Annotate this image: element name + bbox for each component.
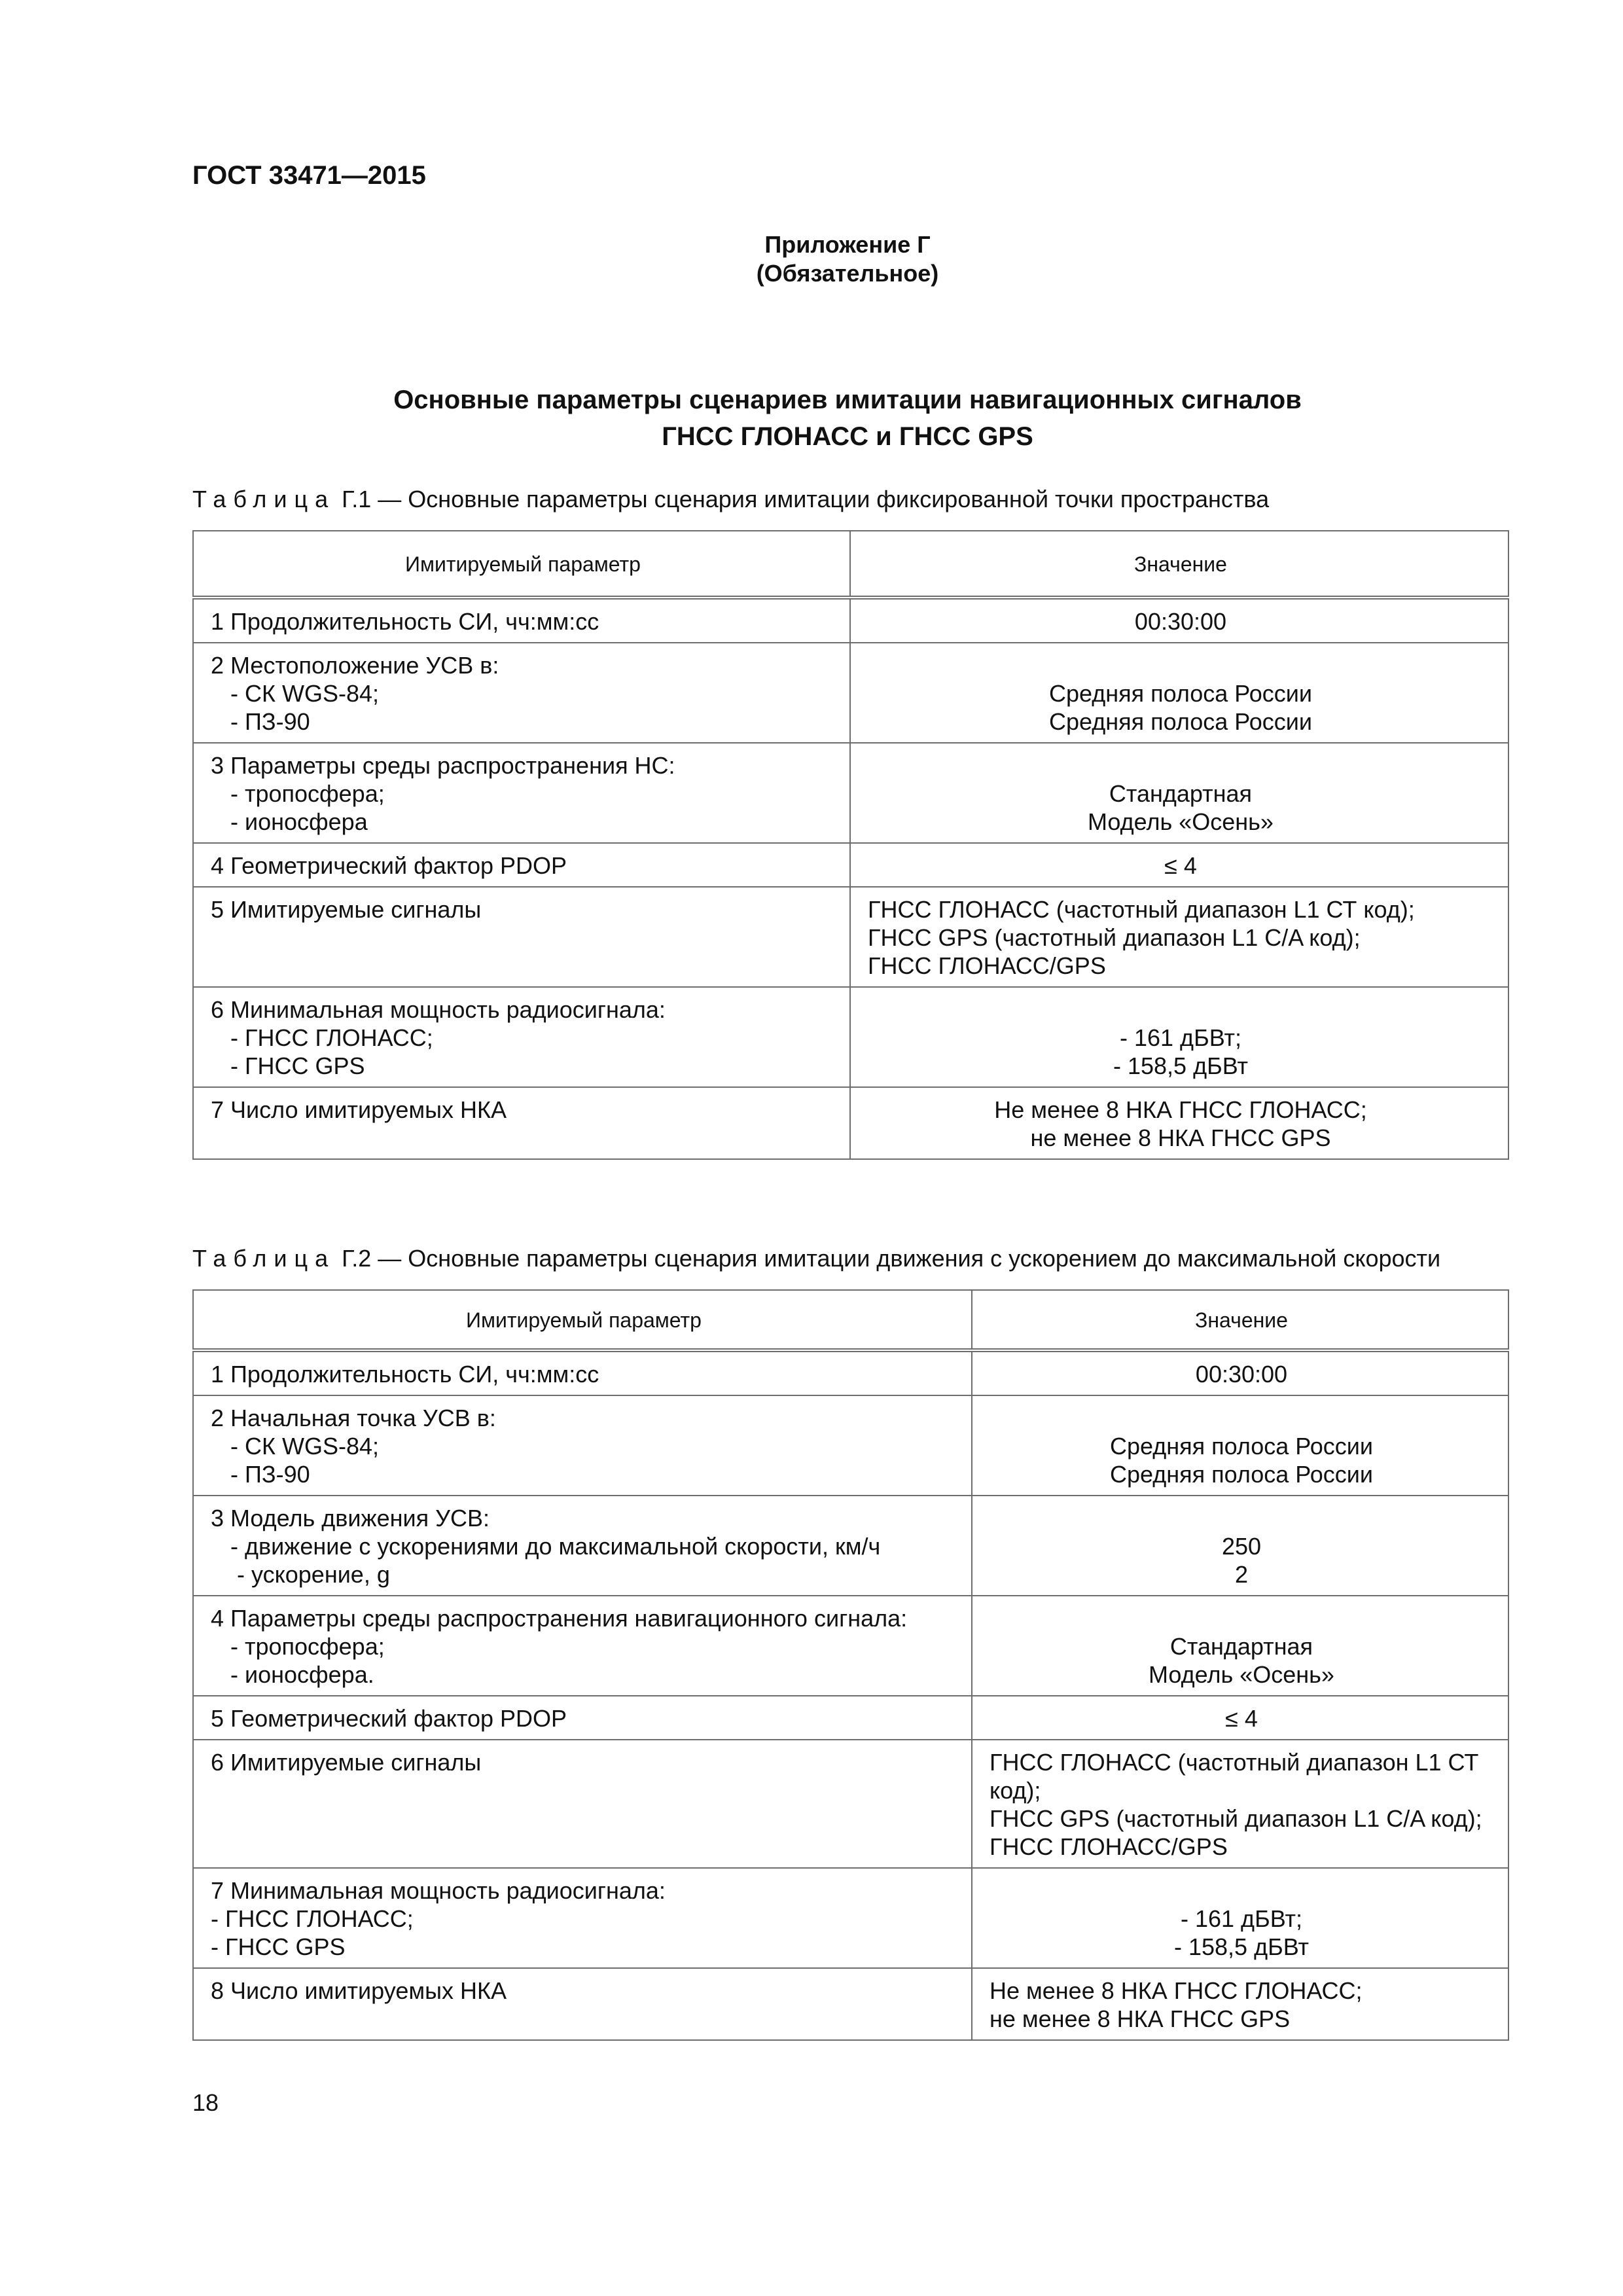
value-line (990, 1604, 1493, 1632)
param-cell (193, 1087, 850, 1159)
value-line: Модель «Осень» (1149, 1661, 1334, 1688)
value-line (990, 1404, 1493, 1432)
value-cell (972, 1596, 1508, 1696)
value-cell (850, 643, 1508, 743)
value-cell (850, 843, 1508, 887)
param-cell (193, 887, 850, 987)
value-line (868, 651, 1493, 679)
value-cell (850, 743, 1508, 843)
document-code: ГОСТ 33471—2015 (192, 161, 426, 190)
value-line: Средняя полоса России (1049, 680, 1312, 707)
value-line: ГНСС ГЛОНАСС/GPS (868, 952, 1106, 979)
table-row (193, 1740, 1508, 1868)
param-line: - ГНСС GPS (211, 1933, 346, 1960)
appendix-status: (Обязательное) (756, 260, 939, 287)
table-1-header-param: Имитируемый параметр (193, 531, 850, 598)
param-line: - ГНСС ГЛОНАСС; (211, 1905, 414, 1932)
table-row (193, 987, 1508, 1087)
param-line: 7 Минимальная мощность радиосигнала: (211, 1877, 666, 1904)
param-cell (193, 1868, 972, 1968)
value-line: ГНСС ГЛОНАСС/GPS (990, 1833, 1228, 1860)
value-cell (850, 887, 1508, 987)
param-cell (193, 1496, 972, 1596)
value-line: Стандартная (1109, 780, 1253, 807)
value-line: ГНСС ГЛОНАСС (частотный диапазон L1 СТ код); (868, 896, 1415, 923)
appendix-heading (0, 230, 1623, 288)
value-cell (972, 1696, 1508, 1740)
value-line: Стандартная (1169, 1633, 1313, 1660)
value-line: Модель «Осень» (1088, 808, 1274, 835)
table-row (193, 1968, 1508, 2040)
table-1-caption-prefix: Таблица (192, 486, 336, 512)
param-line: - ионосфера. (211, 1661, 374, 1688)
value-cell (972, 1740, 1508, 1868)
param-line: 6 Имитируемые сигналы (211, 1749, 482, 1776)
table-1-caption-text: Г.1 — Основные параметры сценария имитации фиксированной точки пространства (342, 486, 1270, 512)
param-line: 1 Продолжительность СИ, чч:мм:сс (211, 1361, 599, 1388)
value-line (868, 751, 1493, 780)
value-line: Средняя полоса России (1110, 1461, 1373, 1488)
table-row (193, 643, 1508, 743)
param-cell (193, 598, 850, 643)
value-cell (850, 987, 1508, 1087)
appendix-title: Приложение Г (764, 231, 931, 258)
value-line: 00:30:00 (1134, 608, 1227, 635)
value-line (868, 996, 1493, 1024)
param-line: 6 Минимальная мощность радиосигнала: (211, 996, 666, 1023)
table-1-body (193, 598, 1508, 1159)
value-line: Средняя полоса России (1110, 1433, 1373, 1460)
param-line: - ГНСС ГЛОНАСС; (211, 1024, 433, 1051)
param-cell (193, 1740, 972, 1868)
param-line: 2 Начальная точка УСВ в: (211, 1405, 496, 1431)
table-2-caption (192, 1245, 1440, 1272)
value-line: 2 (1234, 1561, 1249, 1588)
param-line: 7 Число имитируемых НКА (211, 1096, 507, 1123)
param-cell (193, 743, 850, 843)
param-line: - ГНСС GPS (211, 1052, 365, 1079)
section-title (0, 382, 1623, 455)
value-cell (850, 598, 1508, 643)
value-line: ≤ 4 (1225, 1705, 1258, 1732)
value-line: ГНСС GPS (частотный диапазон L1 C/A код); (868, 924, 1361, 951)
value-line: код); (990, 1777, 1041, 1804)
value-line: - 161 дБВт; (1120, 1024, 1241, 1051)
table-row (193, 1395, 1508, 1496)
param-line: 3 Параметры среды распространения НС: (211, 752, 675, 779)
table-row (193, 1696, 1508, 1740)
param-cell (193, 1596, 972, 1696)
value-line: ГНСС GPS (частотный диапазон L1 C/A код); (990, 1805, 1482, 1832)
param-line: 4 Параметры среды распространения навигационного сигнала: (211, 1605, 908, 1632)
table-row (193, 1496, 1508, 1596)
table-2-header-value: Значение (972, 1290, 1508, 1350)
param-line: 3 Модель движения УСВ: (211, 1505, 490, 1532)
param-line: - ПЗ-90 (211, 708, 310, 735)
param-cell (193, 987, 850, 1087)
value-cell (972, 1968, 1508, 2040)
param-line: - ПЗ-90 (211, 1461, 310, 1488)
value-line: - 158,5 дБВт (1113, 1052, 1248, 1079)
value-line: - 158,5 дБВт (1173, 1933, 1309, 1960)
param-line: 1 Продолжительность СИ, чч:мм:сс (211, 608, 599, 635)
value-line: 250 (1221, 1533, 1262, 1560)
param-cell (193, 1350, 972, 1395)
value-cell (972, 1496, 1508, 1596)
value-cell (850, 1087, 1508, 1159)
param-cell (193, 1395, 972, 1496)
table-2-caption-prefix: Таблица (192, 1245, 336, 1272)
param-line: 5 Геометрический фактор PDOP (211, 1705, 567, 1732)
value-cell (972, 1395, 1508, 1496)
table-row (193, 1596, 1508, 1696)
param-line: 4 Геометрический фактор PDOP (211, 852, 567, 879)
value-cell (972, 1868, 1508, 1968)
value-line: 00:30:00 (1195, 1361, 1288, 1388)
table-2-caption-text: Г.2 — Основные параметры сценария имитации движения с ускорением до максимальной скорости (342, 1245, 1441, 1272)
table-2 (192, 1289, 1509, 2041)
value-line: ≤ 4 (1164, 852, 1197, 879)
value-line: Не менее 8 НКА ГНСС ГЛОНАСС; (994, 1096, 1367, 1123)
table-row (193, 887, 1508, 987)
table-2-body (193, 1350, 1508, 2040)
param-line: 8 Число имитируемых НКА (211, 1977, 507, 2004)
table-row (193, 843, 1508, 887)
param-line: - СК WGS-84; (211, 680, 379, 707)
value-line (990, 1504, 1493, 1532)
section-title-line-1: Основные параметры сценариев имитации навигационных сигналов (393, 386, 1302, 414)
table-1-caption (192, 486, 1269, 513)
table-row (193, 743, 1508, 843)
table-1 (192, 530, 1509, 1160)
param-line: 2 Местоположение УСВ в: (211, 652, 499, 679)
value-line: не менее 8 НКА ГНСС GPS (1030, 1124, 1331, 1151)
param-cell (193, 843, 850, 887)
value-line: Средняя полоса России (1049, 708, 1312, 735)
table-row (193, 1087, 1508, 1159)
table-row (193, 1350, 1508, 1395)
table-1-header-value: Значение (850, 531, 1508, 598)
param-line: - движение с ускорениями до максимальной скорости, км/ч (211, 1533, 881, 1560)
value-line: не менее 8 НКА ГНСС GPS (990, 2005, 1291, 2032)
table-2-header-param: Имитируемый параметр (193, 1290, 972, 1350)
param-line: - тропосфера; (211, 1633, 385, 1660)
param-cell (193, 1696, 972, 1740)
section-title-line-2: ГНСС ГЛОНАСС и ГНСС GPS (662, 422, 1033, 451)
value-line: Не менее 8 НКА ГНСС ГЛОНАСС; (990, 1977, 1363, 2004)
value-line (990, 1876, 1493, 1905)
table-row (193, 1868, 1508, 1968)
table-row (193, 598, 1508, 643)
value-line: ГНСС ГЛОНАСС (частотный диапазон L1 СТ (990, 1749, 1479, 1776)
param-line: - СК WGS-84; (211, 1433, 379, 1460)
param-cell (193, 1968, 972, 2040)
value-cell (972, 1350, 1508, 1395)
param-cell (193, 643, 850, 743)
param-line: - ионосфера (211, 808, 368, 835)
param-line: 5 Имитируемые сигналы (211, 896, 482, 923)
param-line: - ускорение, g (211, 1561, 390, 1588)
page-number: 18 (192, 2089, 219, 2116)
param-line: - тропосфера; (211, 780, 385, 807)
value-line: - 161 дБВт; (1181, 1905, 1302, 1932)
